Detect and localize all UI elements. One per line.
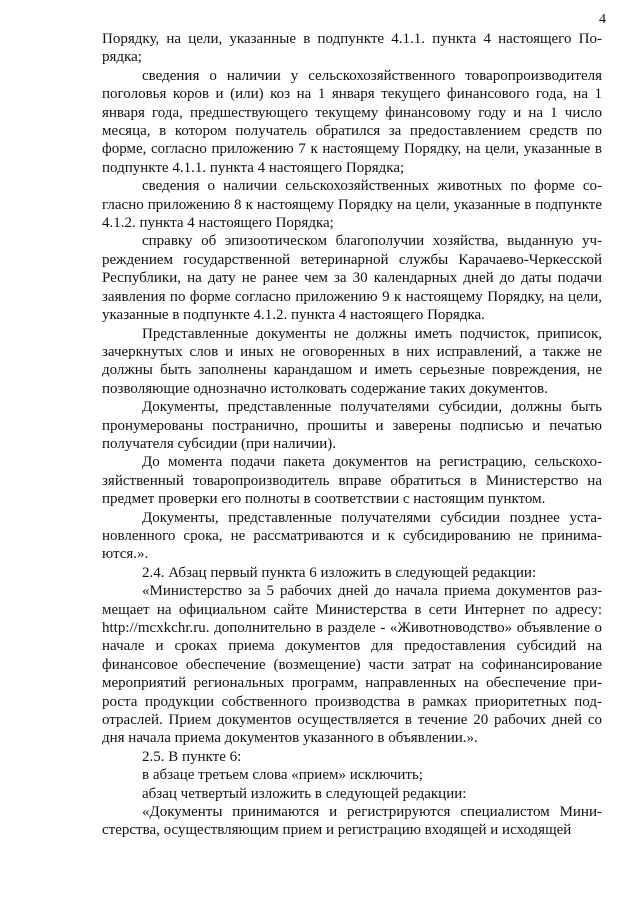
paragraph: в абзаце третьем слова «прием» исключить; bbox=[142, 767, 423, 784]
paragraph: справку об эпизоотическом благополучии хозяйства, выданную учреждением государственной ветеринарной службы Карачаево-Черкесской Республики, на дату не ранее чем за 30 календарных дней до даты подачи заявления по форме согласно приложению 9 к настоящему Порядку, на цели, указанные в подпункте 4.1.2. пункта 4 настоящего Порядка. bbox=[102, 233, 602, 324]
paragraph: Представленные документы не должны иметь подчисток, приписок, зачеркнутых слов и иных не оговоренных в них исправлений, а также не должны быть заполнены карандашом и иметь серьезные повреждения, не позволяющие однозначно истолковать содержание таких документов. bbox=[102, 325, 602, 397]
paragraph: сведения о наличии сельскохозяйственных животных по форме согласно приложению 8 к настоящему Порядку на цели, указанные в подпункте 4.1.2. пункта 4 настоящего Порядка; bbox=[102, 178, 602, 232]
document-body bbox=[102, 30, 602, 840]
paragraph: До момента подачи пакета документов на регистрацию, сельскохозяйственный товаропроизводитель вправе обратиться в Министерство на предмет проверки его полноты в соответствии с настоящим пунктом. bbox=[102, 454, 602, 508]
page-number: 4 bbox=[599, 12, 606, 27]
paragraph: Документы, представленные получателями субсидии позднее установленного срока, не рассматриваются и к субсидированию не принимаются.». bbox=[102, 509, 602, 563]
paragraph: Порядку, на цели, указанные в подпункте 4.1.1. пункта 4 настоящего Порядка; bbox=[102, 31, 602, 66]
paragraph: «Министерство за 5 рабочих дней до начала приема документов размещает на официальном сайте Министерства в сети Интернет по адресу: http://mcxkchr.ru. дополнительно в разделе - «Животноводство» объявление о начале и сроках приема документов для предоставления субсидий на финансовое обеспечение (возмещение) части затрат на софинансирование мероприятий региональных программ, направленных на обеспечение прироста продукции собственного производства в рамках приоритетных подотраслей. Прием документов осуществляется в течение 20 рабочих дней со дня начала приема документов указанного в объявлении.». bbox=[102, 583, 602, 747]
paragraph: 2.5. В пункте 6: bbox=[142, 748, 242, 765]
paragraph: Документы, представленные получателями субсидии, должны быть пронумерованы постранично, прошиты и заверены подписью и печатью получателя субсидии (при наличии). bbox=[102, 399, 602, 452]
paragraph: «Документы принимаются и регистрируются специалистом Министерства, осуществляющим прием и регистрацию входящей и исходящей bbox=[102, 804, 602, 839]
paragraph: 2.4. Абзац первый пункта 6 изложить в следующей редакции: bbox=[142, 564, 537, 581]
paragraph: сведения о наличии у сельскохозяйственного товаропроизводителя поголовья коров и (или) коз на 1 января текущего финансового года, на 1 января года, предшествующего текущему финансовому году и на 1 число месяца, в котором получатель обратился за предоставлением средств по форме, согласно приложению 7 к настоящему Порядку, на цели, указанные в подпункте 4.1.1. пункта 4 настоящего Порядка; bbox=[102, 67, 602, 176]
paragraph: абзац четвертый изложить в следующей редакции: bbox=[142, 785, 467, 802]
